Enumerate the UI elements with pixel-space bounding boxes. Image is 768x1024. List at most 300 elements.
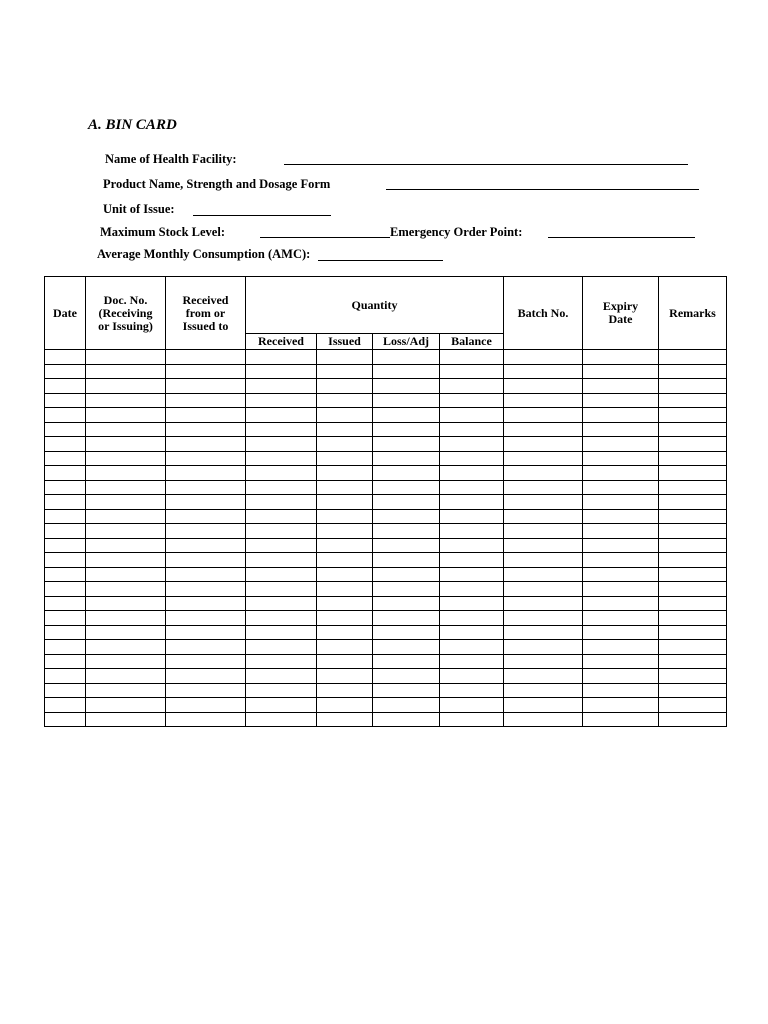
table-cell[interactable] xyxy=(166,509,246,524)
table-cell[interactable] xyxy=(317,480,373,495)
table-cell[interactable] xyxy=(45,698,86,713)
table-row xyxy=(45,625,727,640)
table-cell[interactable] xyxy=(583,640,659,655)
table-cell[interactable] xyxy=(504,451,583,466)
product-label: Product Name, Strength and Dosage Form xyxy=(103,177,331,191)
table-cell[interactable] xyxy=(246,466,317,481)
table-cell[interactable] xyxy=(659,654,727,669)
header-quantity: Quantity xyxy=(246,277,504,334)
table-cell[interactable] xyxy=(246,683,317,698)
table-cell[interactable] xyxy=(45,422,86,437)
table-cell[interactable] xyxy=(504,611,583,626)
table-cell[interactable] xyxy=(659,408,727,423)
table-cell[interactable] xyxy=(373,422,440,437)
table-cell[interactable] xyxy=(45,553,86,568)
table-cell[interactable] xyxy=(45,451,86,466)
table-cell[interactable] xyxy=(373,509,440,524)
table-cell[interactable] xyxy=(659,698,727,713)
table-cell[interactable] xyxy=(583,538,659,553)
table-cell[interactable] xyxy=(86,538,166,553)
table-cell[interactable] xyxy=(45,582,86,597)
table-cell[interactable] xyxy=(659,683,727,698)
table-cell[interactable] xyxy=(583,379,659,394)
table-cell[interactable] xyxy=(45,364,86,379)
table-cell[interactable] xyxy=(440,553,504,568)
table-cell[interactable] xyxy=(166,582,246,597)
table-cell[interactable] xyxy=(246,538,317,553)
table-cell[interactable] xyxy=(373,495,440,510)
table-cell[interactable] xyxy=(440,509,504,524)
table-cell[interactable] xyxy=(659,437,727,452)
table-cell[interactable] xyxy=(583,669,659,684)
table-cell[interactable] xyxy=(583,553,659,568)
table-cell[interactable] xyxy=(504,422,583,437)
table-cell[interactable] xyxy=(373,480,440,495)
table-cell[interactable] xyxy=(373,712,440,727)
table-row xyxy=(45,451,727,466)
table-cell[interactable] xyxy=(583,393,659,408)
table-cell[interactable] xyxy=(246,582,317,597)
table-cell[interactable] xyxy=(166,524,246,539)
table-cell[interactable] xyxy=(317,582,373,597)
table-row xyxy=(45,393,727,408)
table-cell[interactable] xyxy=(317,611,373,626)
table-cell[interactable] xyxy=(373,466,440,481)
table-row xyxy=(45,509,727,524)
table-cell[interactable] xyxy=(317,393,373,408)
table-cell[interactable] xyxy=(373,437,440,452)
table-cell[interactable] xyxy=(440,495,504,510)
table-cell[interactable] xyxy=(86,698,166,713)
table-cell[interactable] xyxy=(659,422,727,437)
table-cell[interactable] xyxy=(373,611,440,626)
table-cell[interactable] xyxy=(440,422,504,437)
table-cell[interactable] xyxy=(583,567,659,582)
table-cell[interactable] xyxy=(504,654,583,669)
table-cell[interactable] xyxy=(246,567,317,582)
table-cell[interactable] xyxy=(45,408,86,423)
table-cell[interactable] xyxy=(317,669,373,684)
table-cell[interactable] xyxy=(317,553,373,568)
table-row xyxy=(45,379,727,394)
table-cell[interactable] xyxy=(583,437,659,452)
table-cell[interactable] xyxy=(659,480,727,495)
bin-card-body xyxy=(45,350,727,727)
unit-of-issue-label: Unit of Issue: xyxy=(103,202,175,216)
table-cell[interactable] xyxy=(166,640,246,655)
table-cell[interactable] xyxy=(166,480,246,495)
header-expiry-date xyxy=(583,277,659,350)
table-row xyxy=(45,495,727,510)
table-cell[interactable] xyxy=(440,698,504,713)
table-cell[interactable] xyxy=(86,509,166,524)
table-row xyxy=(45,596,727,611)
table-cell[interactable] xyxy=(317,524,373,539)
table-cell[interactable] xyxy=(373,379,440,394)
table-cell[interactable] xyxy=(45,350,86,365)
table-cell[interactable] xyxy=(86,466,166,481)
table-cell[interactable] xyxy=(45,480,86,495)
subheader-loss-adj: Loss/Adj xyxy=(373,334,440,350)
table-cell[interactable] xyxy=(440,379,504,394)
table-cell[interactable] xyxy=(373,669,440,684)
table-cell[interactable] xyxy=(45,596,86,611)
table-cell[interactable] xyxy=(317,422,373,437)
table-cell[interactable] xyxy=(45,654,86,669)
table-cell[interactable] xyxy=(504,364,583,379)
table-cell[interactable] xyxy=(583,611,659,626)
table-cell[interactable] xyxy=(86,480,166,495)
emergency-order-label: Emergency Order Point: xyxy=(390,225,523,239)
table-cell[interactable] xyxy=(45,379,86,394)
table-cell[interactable] xyxy=(166,611,246,626)
table-cell[interactable] xyxy=(45,538,86,553)
table-cell[interactable] xyxy=(166,625,246,640)
table-cell[interactable] xyxy=(246,524,317,539)
table-cell[interactable] xyxy=(659,567,727,582)
table-cell[interactable] xyxy=(504,495,583,510)
table-cell[interactable] xyxy=(504,553,583,568)
table-row xyxy=(45,466,727,481)
table-cell[interactable] xyxy=(45,640,86,655)
amc-field[interactable] xyxy=(318,260,443,261)
table-cell[interactable] xyxy=(45,669,86,684)
emergency-order-field[interactable] xyxy=(548,237,695,238)
table-cell[interactable] xyxy=(86,625,166,640)
table-cell[interactable] xyxy=(45,524,86,539)
table-cell[interactable] xyxy=(659,582,727,597)
table-cell[interactable] xyxy=(246,553,317,568)
table-cell[interactable] xyxy=(166,698,246,713)
table-cell[interactable] xyxy=(659,364,727,379)
table-cell[interactable] xyxy=(246,669,317,684)
table-cell[interactable] xyxy=(166,553,246,568)
table-cell[interactable] xyxy=(504,683,583,698)
table-cell[interactable] xyxy=(166,669,246,684)
table-cell[interactable] xyxy=(317,698,373,713)
table-cell[interactable] xyxy=(504,379,583,394)
table-cell[interactable] xyxy=(504,437,583,452)
max-stock-field[interactable] xyxy=(260,237,390,238)
table-cell[interactable] xyxy=(246,654,317,669)
table-cell[interactable] xyxy=(583,451,659,466)
table-cell[interactable] xyxy=(317,364,373,379)
table-cell[interactable] xyxy=(86,669,166,684)
table-cell[interactable] xyxy=(246,640,317,655)
table-cell[interactable] xyxy=(166,538,246,553)
table-cell[interactable] xyxy=(440,640,504,655)
table-cell[interactable] xyxy=(246,451,317,466)
table-cell[interactable] xyxy=(659,611,727,626)
table-cell[interactable] xyxy=(504,625,583,640)
table-cell[interactable] xyxy=(246,596,317,611)
table-cell[interactable] xyxy=(583,350,659,365)
header-received-from-label: Received from or Issued to xyxy=(182,292,229,333)
table-cell[interactable] xyxy=(583,524,659,539)
table-cell[interactable] xyxy=(45,683,86,698)
table-cell[interactable] xyxy=(659,509,727,524)
table-cell[interactable] xyxy=(440,625,504,640)
table-cell[interactable] xyxy=(504,712,583,727)
table-cell[interactable] xyxy=(583,582,659,597)
table-cell[interactable] xyxy=(246,480,317,495)
table-cell[interactable] xyxy=(583,596,659,611)
header-received-from xyxy=(166,277,246,350)
table-cell[interactable] xyxy=(659,625,727,640)
table-cell[interactable] xyxy=(246,698,317,713)
table-cell[interactable] xyxy=(317,451,373,466)
table-cell[interactable] xyxy=(45,625,86,640)
table-cell[interactable] xyxy=(166,683,246,698)
table-cell[interactable] xyxy=(86,712,166,727)
table-cell[interactable] xyxy=(166,654,246,669)
table-cell[interactable] xyxy=(659,495,727,510)
table-cell[interactable] xyxy=(86,364,166,379)
table-cell[interactable] xyxy=(583,408,659,423)
table-cell[interactable] xyxy=(373,683,440,698)
table-cell[interactable] xyxy=(246,393,317,408)
table-cell[interactable] xyxy=(504,567,583,582)
health-facility-label: Name of Health Facility: xyxy=(105,152,237,166)
table-cell[interactable] xyxy=(440,596,504,611)
table-cell[interactable] xyxy=(583,712,659,727)
table-cell[interactable] xyxy=(86,640,166,655)
table-cell[interactable] xyxy=(373,567,440,582)
table-cell[interactable] xyxy=(504,509,583,524)
table-cell[interactable] xyxy=(440,582,504,597)
table-cell[interactable] xyxy=(583,625,659,640)
table-cell[interactable] xyxy=(86,451,166,466)
table-cell[interactable] xyxy=(504,524,583,539)
table-cell[interactable] xyxy=(504,408,583,423)
table-row xyxy=(45,350,727,365)
table-cell[interactable] xyxy=(86,654,166,669)
table-cell[interactable] xyxy=(317,495,373,510)
table-cell[interactable] xyxy=(45,567,86,582)
table-cell[interactable] xyxy=(45,611,86,626)
page-title: A. BIN CARD xyxy=(88,117,177,133)
table-cell[interactable] xyxy=(440,712,504,727)
table-row xyxy=(45,683,727,698)
table-cell[interactable] xyxy=(440,611,504,626)
table-cell[interactable] xyxy=(317,654,373,669)
table-cell[interactable] xyxy=(246,408,317,423)
table-cell[interactable] xyxy=(45,466,86,481)
table-cell[interactable] xyxy=(86,408,166,423)
table-cell[interactable] xyxy=(166,466,246,481)
table-cell[interactable] xyxy=(373,524,440,539)
table-cell[interactable] xyxy=(86,683,166,698)
table-cell[interactable] xyxy=(659,712,727,727)
table-cell[interactable] xyxy=(659,669,727,684)
table-cell[interactable] xyxy=(373,350,440,365)
table-cell[interactable] xyxy=(86,379,166,394)
table-cell[interactable] xyxy=(317,596,373,611)
table-cell[interactable] xyxy=(440,408,504,423)
table-cell[interactable] xyxy=(246,495,317,510)
product-field[interactable] xyxy=(386,189,699,190)
table-cell[interactable] xyxy=(659,524,727,539)
max-stock-label: Maximum Stock Level: xyxy=(100,225,225,239)
table-row xyxy=(45,640,727,655)
table-cell[interactable] xyxy=(246,364,317,379)
table-cell[interactable] xyxy=(504,669,583,684)
table-cell[interactable] xyxy=(246,379,317,394)
amc-label: Average Monthly Consumption (AMC): xyxy=(97,247,311,261)
table-cell[interactable] xyxy=(373,451,440,466)
table-cell[interactable] xyxy=(373,408,440,423)
table-cell[interactable] xyxy=(373,654,440,669)
table-cell[interactable] xyxy=(440,654,504,669)
table-cell[interactable] xyxy=(246,437,317,452)
table-cell[interactable] xyxy=(440,683,504,698)
table-cell[interactable] xyxy=(86,553,166,568)
table-cell[interactable] xyxy=(440,437,504,452)
table-cell[interactable] xyxy=(373,393,440,408)
table-cell[interactable] xyxy=(373,582,440,597)
table-cell[interactable] xyxy=(317,509,373,524)
table-cell[interactable] xyxy=(317,683,373,698)
table-cell[interactable] xyxy=(504,582,583,597)
table-cell[interactable] xyxy=(440,524,504,539)
table-cell[interactable] xyxy=(583,509,659,524)
table-cell[interactable] xyxy=(373,698,440,713)
table-cell[interactable] xyxy=(659,451,727,466)
table-cell[interactable] xyxy=(166,393,246,408)
table-cell[interactable] xyxy=(246,611,317,626)
table-row xyxy=(45,538,727,553)
table-cell[interactable] xyxy=(86,393,166,408)
table-cell[interactable] xyxy=(45,712,86,727)
table-cell[interactable] xyxy=(504,480,583,495)
table-cell[interactable] xyxy=(166,712,246,727)
unit-of-issue-field[interactable] xyxy=(193,215,331,216)
table-cell[interactable] xyxy=(317,567,373,582)
table-cell[interactable] xyxy=(440,480,504,495)
table-cell[interactable] xyxy=(317,408,373,423)
table-cell[interactable] xyxy=(45,393,86,408)
table-cell[interactable] xyxy=(659,350,727,365)
table-cell[interactable] xyxy=(440,669,504,684)
table-cell[interactable] xyxy=(373,596,440,611)
table-row xyxy=(45,524,727,539)
table-cell[interactable] xyxy=(166,451,246,466)
table-cell[interactable] xyxy=(583,683,659,698)
table-cell[interactable] xyxy=(504,596,583,611)
table-cell[interactable] xyxy=(440,451,504,466)
table-cell[interactable] xyxy=(317,640,373,655)
subheader-received: Received xyxy=(246,334,317,350)
table-cell[interactable] xyxy=(440,364,504,379)
table-cell[interactable] xyxy=(45,437,86,452)
table-cell[interactable] xyxy=(166,567,246,582)
table-cell[interactable] xyxy=(86,524,166,539)
table-cell[interactable] xyxy=(440,567,504,582)
table-cell[interactable] xyxy=(45,495,86,510)
table-cell[interactable] xyxy=(86,422,166,437)
table-cell[interactable] xyxy=(373,625,440,640)
table-cell[interactable] xyxy=(86,495,166,510)
table-cell[interactable] xyxy=(86,582,166,597)
table-cell[interactable] xyxy=(86,567,166,582)
table-cell[interactable] xyxy=(504,538,583,553)
table-cell[interactable] xyxy=(583,698,659,713)
table-cell[interactable] xyxy=(317,350,373,365)
subheader-issued: Issued xyxy=(317,334,373,350)
table-cell[interactable] xyxy=(246,422,317,437)
table-cell[interactable] xyxy=(373,364,440,379)
table-cell[interactable] xyxy=(659,393,727,408)
table-cell[interactable] xyxy=(504,393,583,408)
health-facility-field[interactable] xyxy=(284,164,688,165)
header-expiry-date-label: Expiry Date xyxy=(602,299,639,326)
table-cell[interactable] xyxy=(373,640,440,655)
table-cell[interactable] xyxy=(317,625,373,640)
table-cell[interactable] xyxy=(659,553,727,568)
table-cell[interactable] xyxy=(659,466,727,481)
table-cell[interactable] xyxy=(373,538,440,553)
table-row xyxy=(45,480,727,495)
table-cell[interactable] xyxy=(86,437,166,452)
table-cell[interactable] xyxy=(659,379,727,394)
table-cell[interactable] xyxy=(504,466,583,481)
table-cell[interactable] xyxy=(317,466,373,481)
table-cell[interactable] xyxy=(504,350,583,365)
table-cell[interactable] xyxy=(317,538,373,553)
table-cell[interactable] xyxy=(659,596,727,611)
table-cell[interactable] xyxy=(166,596,246,611)
table-cell[interactable] xyxy=(166,364,246,379)
table-cell[interactable] xyxy=(440,538,504,553)
table-cell[interactable] xyxy=(504,640,583,655)
table-cell[interactable] xyxy=(246,712,317,727)
table-cell[interactable] xyxy=(246,625,317,640)
table-cell[interactable] xyxy=(166,422,246,437)
table-cell[interactable] xyxy=(86,596,166,611)
table-cell[interactable] xyxy=(86,350,166,365)
table-cell[interactable] xyxy=(440,393,504,408)
table-cell[interactable] xyxy=(246,509,317,524)
table-cell[interactable] xyxy=(583,364,659,379)
table-cell[interactable] xyxy=(583,480,659,495)
table-cell[interactable] xyxy=(317,437,373,452)
table-cell[interactable] xyxy=(504,698,583,713)
table-cell[interactable] xyxy=(583,495,659,510)
table-cell[interactable] xyxy=(317,712,373,727)
table-row xyxy=(45,422,727,437)
table-cell[interactable] xyxy=(166,350,246,365)
table-cell[interactable] xyxy=(659,538,727,553)
table-cell[interactable] xyxy=(440,350,504,365)
table-cell[interactable] xyxy=(583,654,659,669)
table-cell[interactable] xyxy=(373,553,440,568)
table-cell[interactable] xyxy=(166,437,246,452)
table-cell[interactable] xyxy=(583,422,659,437)
table-cell[interactable] xyxy=(166,495,246,510)
table-cell[interactable] xyxy=(166,408,246,423)
table-cell[interactable] xyxy=(659,640,727,655)
table-cell[interactable] xyxy=(166,379,246,394)
table-cell[interactable] xyxy=(86,611,166,626)
table-cell[interactable] xyxy=(246,350,317,365)
table-cell[interactable] xyxy=(440,466,504,481)
table-row xyxy=(45,437,727,452)
table-row xyxy=(45,364,727,379)
bin-card-table xyxy=(44,276,727,727)
table-cell[interactable] xyxy=(45,509,86,524)
table-cell[interactable] xyxy=(317,379,373,394)
table-cell[interactable] xyxy=(583,466,659,481)
